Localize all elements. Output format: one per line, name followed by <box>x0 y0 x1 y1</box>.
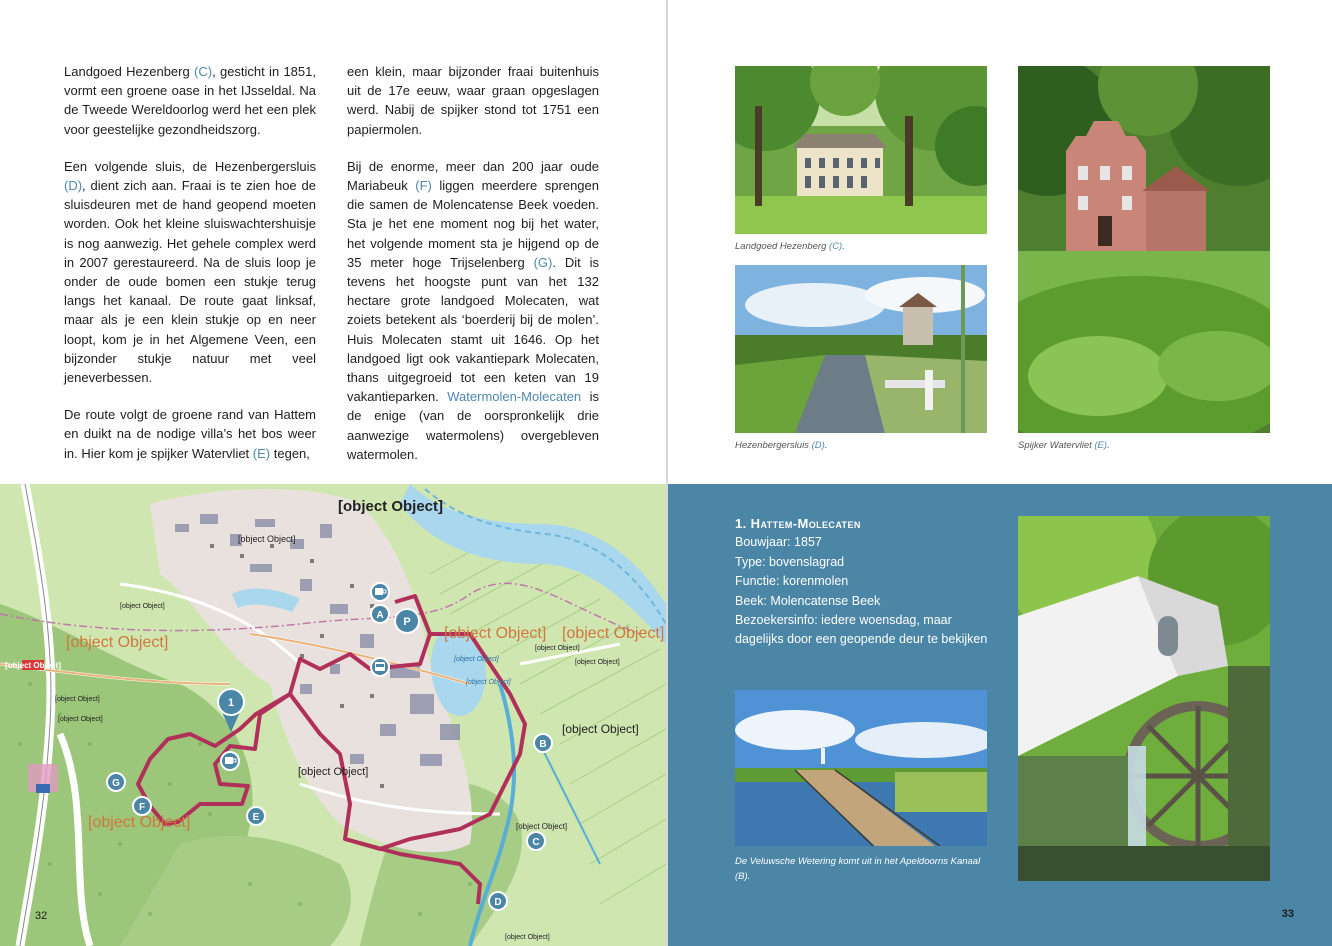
paragraph <box>64 405 316 463</box>
text-run: De route volgt de groene rand van Hattem en duikt na de nodige villa’s het bos weer in. Hier kom je spijker Watervliet <box>64 407 316 461</box>
paragraph <box>64 62 316 139</box>
marker-e <box>247 807 265 825</box>
marker-c-label: C <box>532 837 540 848</box>
map-label-gemeente: [object Object] <box>66 634 169 651</box>
map-label-gemeente: [object Object] <box>444 625 547 642</box>
mill-marker-label: 1 <box>227 697 235 709</box>
text-run: tegen, <box>270 445 310 461</box>
right-page <box>668 0 1332 946</box>
photo-watermill <box>1018 516 1270 881</box>
mill-info-line: Bezoekersinfo: iedere woensdag, maar dagelijks door een geopende deur te bekijken <box>735 613 988 647</box>
text-run: . <box>824 440 828 451</box>
text-run: Landgoed Hezenberg <box>735 241 830 252</box>
mill-title: 1. Hattem-Molecaten <box>735 516 861 531</box>
map-label-kraaijenberg: [object Object] <box>238 534 296 544</box>
mill-info-line: Beek: Molencatense Beek <box>735 593 881 608</box>
marker-a <box>371 605 389 623</box>
mill-info-line: Functie: korenmolen <box>735 574 849 589</box>
paragraph <box>64 157 316 387</box>
marker-f <box>133 797 151 815</box>
text-run: , gesticht in 1851, vormt een groene oase in het IJsseldal. Na de Tweede Wereldoorlog werd het een plek voor geestelijke gezondheidszorg. <box>64 64 316 137</box>
map-label-wiessen: [object Object] <box>454 656 499 663</box>
text-run: Een volgende sluis, de Hezenbergersluis <box>64 158 316 174</box>
mill-info-panel <box>668 484 1332 946</box>
map-label-golfterrein: [object Object] <box>505 934 550 941</box>
text-run: Landgoed Hezenberg <box>64 64 195 79</box>
map-label-hoenwaard: [object Object] <box>562 722 639 736</box>
photo-veluwsche-wetering <box>735 690 987 846</box>
photo-hezenbergersluis <box>735 265 987 433</box>
caption-hezenbergersluis <box>735 440 827 451</box>
text-run: Bij de enorme, meer dan 200 jaar oude Mariabeuk <box>347 158 599 194</box>
reference-letter: (D) <box>811 440 825 451</box>
marker-a-label: A <box>376 610 384 621</box>
marker-b-label: B <box>539 739 547 750</box>
text-column-1 <box>64 62 316 481</box>
reference-letter: (F) <box>415 178 432 194</box>
reference-letter: (G) <box>533 254 553 270</box>
marker-e-label: E <box>252 812 260 823</box>
page-number-left: 32 <box>35 910 48 922</box>
cafe-icon <box>221 752 239 770</box>
mill-info <box>735 514 995 650</box>
map-label-hattem: [object Object] <box>338 498 444 515</box>
map-label-hattem: [object Object] <box>562 625 665 642</box>
caption-spijker-watervliet <box>1018 440 1110 451</box>
marker-d-label: D <box>494 897 502 908</box>
map-label-cordissoeve: [object Object] <box>535 645 580 652</box>
marker-f-label: F <box>138 802 146 813</box>
text-run: Hezenbergersluis <box>735 440 812 451</box>
text-run: is de enige (van de oorspronkelijk drie aanwezige watermolens) overgebleven watermolen. <box>347 389 599 462</box>
text-run: liggen meerdere sprengen die samen de Molencatense Beek voeden. Sta je het ene moment nog bij het water, het volgende moment sta je hijgend op de 35 meter hoge Trijselenberg <box>347 178 599 270</box>
map-label-enkweg: [object Object] <box>120 603 165 610</box>
map-label-geboortebos: [object Object] <box>55 696 100 703</box>
reference-letter: (E) <box>252 445 271 461</box>
marker-b <box>534 734 552 752</box>
text-run: . <box>1107 440 1110 451</box>
map-label-vaurstseen: [object Object] <box>58 716 103 723</box>
page-number-right: 33 <box>1281 908 1294 920</box>
photo-spijker-watervliet <box>1018 66 1270 433</box>
text-run: . <box>842 241 845 252</box>
text-run: . Dit is tevens het hoogste punt van het 132 hectare grote landgoed Molecaten, wat zoiets betekent als ‘boerderij bij de molen’. Huis Molecaten stamt uit 1646. Op het landgoed ligt ook vakantiepark Molecaten, thans uitgegroeid tot een keten van 19 vakantieparken. <box>347 254 599 405</box>
photo-landgoed-hezenberg <box>735 66 987 234</box>
text-column-2 <box>347 62 599 482</box>
marker-g-label: G <box>112 778 120 789</box>
caption-landgoed-hezenberg <box>735 241 845 252</box>
marker-c <box>527 832 545 850</box>
text-run: , dient zich aan. Fraai is te zien hoe de sluisdeuren met de hand geopend moeten worden. Ook het kleine sluiswachtershuisje is nog aanwezig. Het gehele complex werd in 2007 gerestaureerd. Na de sluis loop je onder de oude bomen een stukje terug langs het kanaal. De route gaat linksaf, maar als je een klein stukje op en neer loopt, kom je in het Algemene Veen, een bijzonder stukje natuur met veel jeneverbessen. <box>64 178 316 386</box>
mill-info-line: Bouwjaar: 1857 <box>735 535 822 550</box>
paragraph <box>347 62 599 139</box>
parking-marker <box>395 609 419 633</box>
map-label-hattem: [object Object] <box>88 814 191 831</box>
marker-g <box>107 773 125 791</box>
reference-letter: (C) <box>194 64 213 79</box>
parking-marker-label: P <box>403 616 411 628</box>
caption-veluwsche-wetering: De Veluwsche Wetering komt uit in het Apeldoorns Kanaal (B). <box>735 856 981 882</box>
paragraph <box>347 157 599 464</box>
reference-letter: (D) <box>64 178 83 194</box>
map-label-villapark: [object Object] <box>298 766 369 778</box>
watermolen-link[interactable]: Watermolen-Molecaten <box>447 389 582 405</box>
route-map <box>0 484 666 946</box>
bus-icon <box>371 658 389 676</box>
map-label-zonneweelde: [object Object] <box>575 659 620 666</box>
highway-label: [object Object] <box>4 661 62 670</box>
text-run: een klein, maar bijzonder fraai buitenhuis uit de 17e eeuw, waar graan opgeslagen werd. Nabij de spijker stond tot 1751 een papiermolen. <box>347 64 599 137</box>
map-label-hezenberg: [object Object] <box>516 822 568 831</box>
cafe-icon <box>371 583 389 601</box>
reference-letter: (C) <box>829 241 843 252</box>
mill-info-line: Type: bovenslagrad <box>735 554 845 569</box>
map-label-kolk: [object Object] <box>466 679 511 686</box>
reference-letter: (E) <box>1094 440 1108 451</box>
marker-d <box>489 892 507 910</box>
text-run: Spijker Watervliet <box>1018 440 1095 451</box>
